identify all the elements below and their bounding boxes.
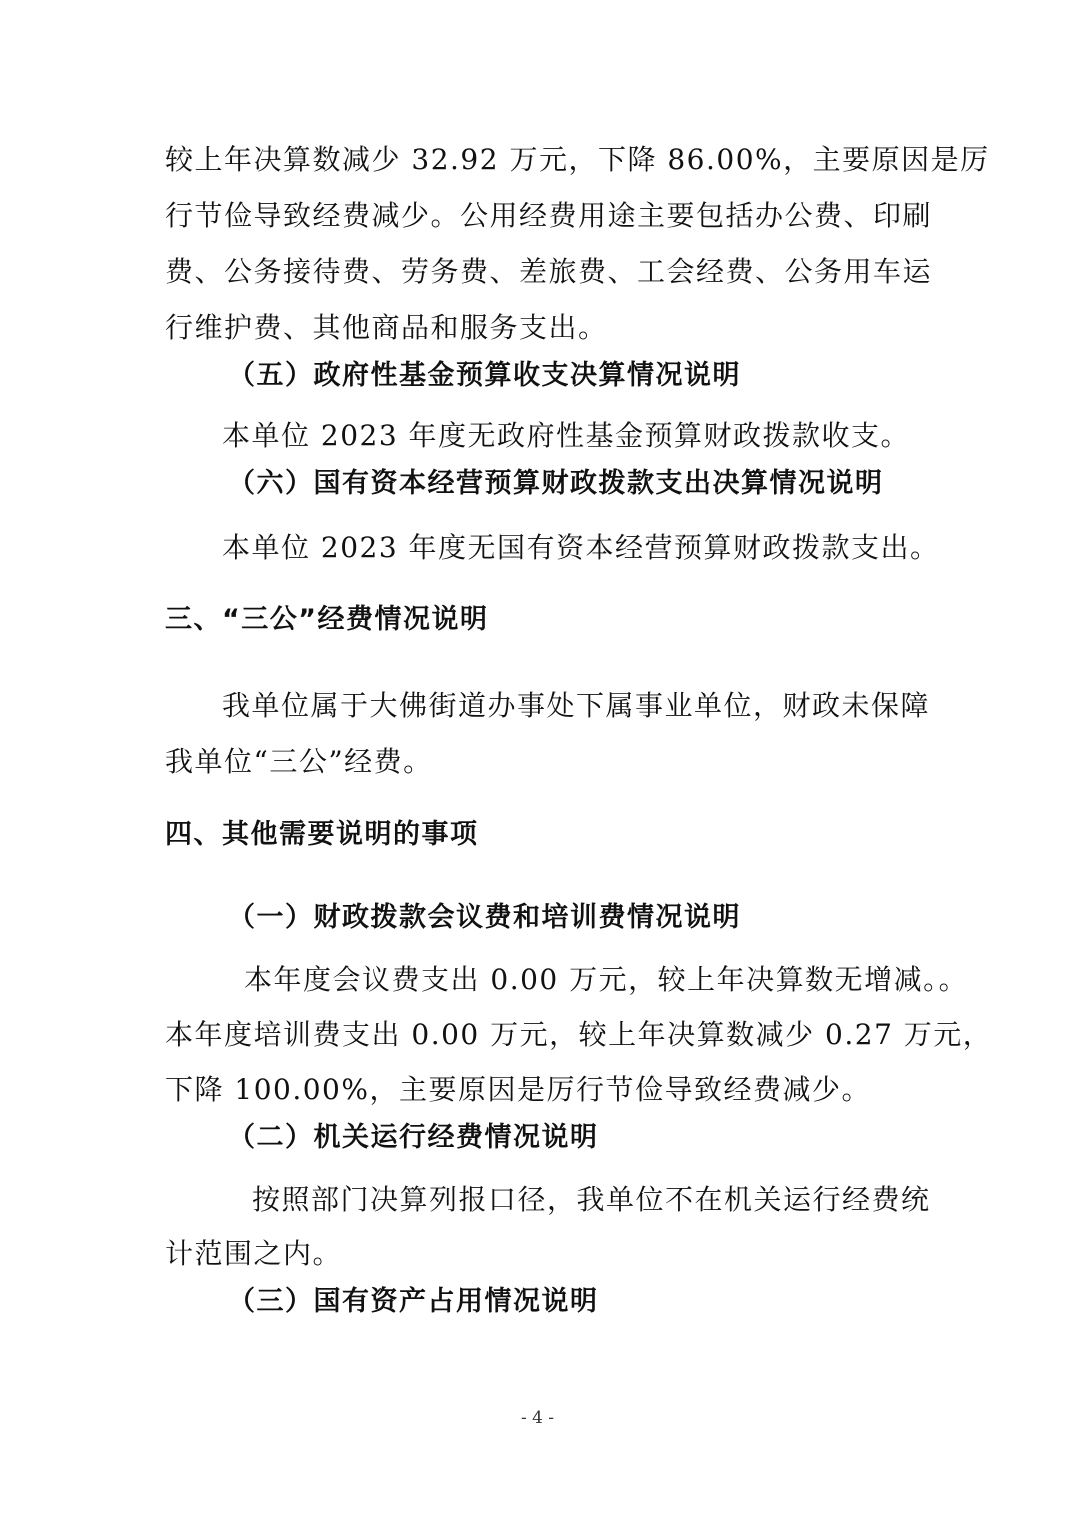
body-text-line: 我单位“三公”经费。: [165, 745, 433, 778]
body-text-line: 费、公务接待费、劳务费、差旅费、工会经费、公务用车运: [165, 255, 933, 288]
body-text-line: 本单位 2023 年度无国有资本经营预算财政拨款支出。: [222, 531, 940, 564]
body-text-line: 本单位 2023 年度无政府性基金预算财政拨款收支。: [222, 419, 911, 452]
section-heading-4-3: （三）国有资产占用情况说明: [228, 1286, 599, 1317]
body-text-line: 行节俭导致经费减少。公用经费用途主要包括办公费、印刷: [165, 199, 933, 232]
body-text-line: 行维护费、其他商品和服务支出。: [165, 311, 608, 344]
section-heading-5: （五）政府性基金预算收支决算情况说明: [228, 360, 741, 391]
body-text-line: 下降 100.00%，主要原因是厉行节俭导致经费减少。: [165, 1073, 871, 1106]
section-heading-4-1: （一）财政拨款会议费和培训费情况说明: [228, 902, 741, 933]
section-heading-4-2: （二）机关运行经费情况说明: [228, 1122, 599, 1153]
section-heading-6: （六）国有资本经营预算财政拨款支出决算情况说明: [228, 468, 884, 499]
chapter-heading-4: 四、其他需要说明的事项: [165, 819, 479, 850]
body-text-line: 较上年决算数减少 32.92 万元，下降 86.00%，主要原因是厉: [165, 143, 990, 176]
body-text-line: 本年度培训费支出 0.00 万元，较上年决算数减少 0.27 万元，: [165, 1018, 993, 1051]
body-text-line: 按照部门决算列报口径，我单位不在机关运行经费统: [252, 1183, 931, 1216]
body-text-line: 我单位属于大佛街道办事处下属事业单位，财政未保障: [222, 689, 931, 722]
body-text-line: 计范围之内。: [165, 1237, 343, 1270]
body-text-line: 本年度会议费支出 0.00 万元，较上年决算数无增减。。: [244, 963, 969, 996]
chapter-heading-3: 三、“三公”经费情况说明: [165, 604, 489, 635]
page-number: - 4 -: [520, 1408, 555, 1428]
